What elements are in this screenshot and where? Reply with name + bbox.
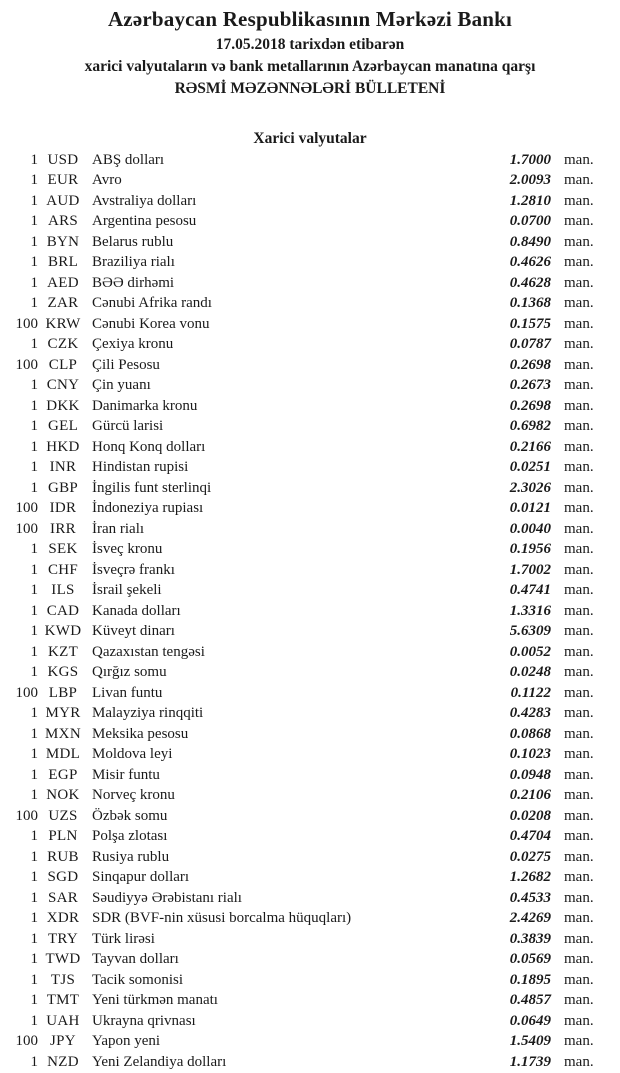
currency-name: Cənubi Afrika randı — [92, 295, 212, 312]
rate-quantity: 1 — [30, 397, 38, 414]
rate-value: 0.0251 — [509, 459, 551, 476]
currency-code: GEL — [47, 418, 79, 435]
unit-label: man. — [564, 746, 594, 763]
currency-name: İsrail şekeli — [92, 582, 162, 599]
rate-value: 0.0208 — [509, 807, 551, 824]
unit-label: man. — [564, 520, 594, 537]
currency-code: IDR — [49, 500, 77, 517]
currency-code: LBP — [48, 684, 78, 701]
rate-value: 0.0121 — [509, 500, 551, 517]
unit-label: man. — [564, 397, 594, 414]
rate-value: 0.0052 — [509, 643, 551, 660]
rate-value: 0.4704 — [509, 828, 551, 845]
currency-code: MXN — [45, 725, 81, 742]
currency-name: Çin yuanı — [92, 377, 151, 394]
rate-value: 1.3316 — [509, 602, 551, 619]
rate-row — [0, 519, 620, 540]
rate-value: 0.2698 — [509, 356, 551, 373]
rate-quantity: 1 — [30, 151, 38, 168]
unit-label: man. — [564, 274, 594, 291]
rate-quantity: 1 — [30, 295, 38, 312]
rate-quantity: 1 — [30, 766, 38, 783]
rate-row — [0, 355, 620, 376]
rate-row — [0, 991, 620, 1012]
currency-name: İndoneziya rupiası — [92, 500, 204, 517]
rate-row — [0, 888, 620, 909]
currency-name: Honq Konq dolları — [92, 438, 206, 455]
rate-quantity: 1 — [30, 377, 38, 394]
rate-row — [0, 929, 620, 950]
unit-label: man. — [564, 971, 594, 988]
rate-quantity: 1 — [30, 233, 38, 250]
rate-value: 0.4283 — [509, 705, 551, 722]
currency-name: Ukrayna qrivnası — [92, 1012, 196, 1029]
rate-row — [0, 232, 620, 253]
rate-quantity: 1 — [30, 336, 38, 353]
currency-name: İran rialı — [92, 520, 145, 537]
currency-code: INR — [49, 459, 77, 476]
currency-name: Malayziya rinqqiti — [92, 705, 204, 722]
unit-label: man. — [564, 664, 594, 681]
rate-quantity: 1 — [30, 479, 38, 496]
unit-label: man. — [564, 869, 594, 886]
rate-row — [0, 724, 620, 745]
rate-quantity: 1 — [30, 438, 38, 455]
rate-quantity: 1 — [30, 418, 38, 435]
rate-quantity: 1 — [30, 1053, 38, 1070]
currency-name: İsveçrə frankı — [92, 561, 175, 578]
currency-name: Argentina pesosu — [92, 213, 197, 230]
rate-row — [0, 335, 620, 356]
rate-value: 0.2698 — [509, 397, 551, 414]
currency-name: Gürcü larisi — [92, 418, 164, 435]
rate-value: 2.4269 — [509, 910, 551, 927]
currency-code: CAD — [46, 602, 80, 619]
unit-label: man. — [564, 848, 594, 865]
currency-code: SAR — [47, 889, 79, 906]
rate-quantity: 1 — [30, 561, 38, 578]
currency-name: Yeni türkmən manatı — [92, 992, 218, 1009]
currency-code: ARS — [47, 213, 79, 230]
rate-row — [0, 827, 620, 848]
rate-value: 0.0040 — [509, 520, 551, 537]
currency-code: CLP — [48, 356, 78, 373]
currency-code: TWD — [45, 951, 81, 968]
rate-value: 2.3026 — [509, 479, 551, 496]
rate-row — [0, 581, 620, 602]
rate-quantity: 1 — [30, 1012, 38, 1029]
rates-table — [0, 150, 620, 1073]
unit-label: man. — [564, 623, 594, 640]
rate-quantity: 1 — [30, 705, 38, 722]
rate-quantity: 1 — [30, 459, 38, 476]
rate-row — [0, 478, 620, 499]
unit-label: man. — [564, 500, 594, 517]
rate-quantity: 100 — [15, 807, 38, 824]
currency-code: UZS — [48, 807, 78, 824]
currency-name: Belarus rublu — [92, 233, 174, 250]
rate-row — [0, 909, 620, 930]
rate-value: 0.1895 — [509, 971, 551, 988]
rate-row — [0, 499, 620, 520]
currency-code: IRR — [50, 520, 76, 537]
bank-title: Azərbaycan Respublikasının Mərkəzi Bankı — [107, 7, 513, 31]
rate-row — [0, 970, 620, 991]
rate-row — [0, 1052, 620, 1073]
currency-name: Cənubi Korea vonu — [92, 315, 210, 332]
rate-quantity: 1 — [30, 643, 38, 660]
rate-value: 2.0093 — [509, 172, 551, 189]
currency-code: EGP — [48, 766, 78, 783]
rate-value: 0.0787 — [509, 336, 551, 353]
rate-value: 0.1023 — [509, 746, 551, 763]
unit-label: man. — [564, 910, 594, 927]
unit-label: man. — [564, 930, 594, 947]
rate-value: 0.2106 — [509, 787, 551, 804]
currency-name: BƏƏ dirhəmi — [92, 274, 175, 291]
rate-quantity: 1 — [30, 254, 38, 271]
rate-value: 0.8490 — [509, 233, 551, 250]
rate-row — [0, 540, 620, 561]
unit-label: man. — [564, 438, 594, 455]
currency-code: UAH — [46, 1012, 80, 1029]
currency-name: Çili Pesosu — [92, 356, 160, 373]
rate-value: 0.4533 — [509, 889, 551, 906]
rate-quantity: 1 — [30, 889, 38, 906]
currency-code: CNY — [46, 377, 80, 394]
currency-name: Tacik somonisi — [92, 971, 184, 988]
currency-code: CHF — [47, 561, 79, 578]
unit-label: man. — [564, 479, 594, 496]
currency-name: Türk lirəsi — [92, 930, 155, 947]
unit-label: man. — [564, 233, 594, 250]
rate-value: 0.0649 — [509, 1012, 551, 1029]
rate-row — [0, 1032, 620, 1053]
rate-value: 1.1739 — [509, 1053, 551, 1070]
unit-label: man. — [564, 541, 594, 558]
rate-quantity: 1 — [30, 971, 38, 988]
rate-row — [0, 253, 620, 274]
rate-row — [0, 191, 620, 212]
rate-value: 0.4628 — [509, 274, 551, 291]
currency-code: GBP — [47, 479, 79, 496]
unit-label: man. — [564, 561, 594, 578]
rate-row — [0, 396, 620, 417]
currency-code: MDL — [45, 746, 81, 763]
currency-name: Qırğız somu — [92, 664, 167, 681]
rate-row — [0, 704, 620, 725]
currency-name: Çexiya kronu — [92, 336, 174, 353]
rate-row — [0, 601, 620, 622]
currency-code: KGS — [47, 664, 79, 681]
currency-name: İsveç kronu — [92, 541, 163, 558]
rate-value: 0.0569 — [509, 951, 551, 968]
rate-row — [0, 212, 620, 233]
rate-row — [0, 376, 620, 397]
currency-name: Braziliya rialı — [92, 254, 175, 271]
currency-code: KRW — [45, 315, 81, 332]
unit-label: man. — [564, 356, 594, 373]
rate-quantity: 1 — [30, 910, 38, 927]
rate-value: 0.0700 — [509, 213, 551, 230]
unit-label: man. — [564, 1053, 594, 1070]
currency-name: Avro — [92, 172, 122, 189]
currency-name: İngilis funt sterlinqi — [92, 479, 212, 496]
rate-row — [0, 847, 620, 868]
rate-row — [0, 622, 620, 643]
unit-label: man. — [564, 766, 594, 783]
currency-name: Rusiya rublu — [92, 848, 170, 865]
rate-value: 1.7002 — [509, 561, 551, 578]
rate-row — [0, 150, 620, 171]
unit-label: man. — [564, 643, 594, 660]
currency-code: TMT — [46, 992, 80, 1009]
rate-quantity: 1 — [30, 930, 38, 947]
currency-code: HKD — [46, 438, 80, 455]
currency-code: KWD — [44, 623, 82, 640]
currency-name: Avstraliya dolları — [92, 192, 197, 209]
currency-name: Livan funtu — [92, 684, 163, 701]
rate-value: 0.1956 — [509, 541, 551, 558]
currency-name: Tayvan dolları — [92, 951, 179, 968]
unit-label: man. — [564, 377, 594, 394]
unit-label: man. — [564, 684, 594, 701]
currency-name: Meksika pesosu — [92, 725, 189, 742]
rate-row — [0, 314, 620, 335]
currency-code: MYR — [45, 705, 81, 722]
currency-code: AED — [47, 274, 79, 291]
rate-value: 0.0868 — [509, 725, 551, 742]
rate-quantity: 1 — [30, 582, 38, 599]
unit-label: man. — [564, 807, 594, 824]
unit-label: man. — [564, 889, 594, 906]
currency-code: PLN — [48, 828, 78, 845]
unit-label: man. — [564, 418, 594, 435]
currency-code: XDR — [46, 910, 80, 927]
rate-quantity: 100 — [15, 520, 38, 537]
rate-value: 0.1122 — [510, 684, 551, 701]
currency-name: Danimarka kronu — [92, 397, 198, 414]
rate-value: 0.4741 — [509, 582, 551, 599]
rate-value: 0.4626 — [509, 254, 551, 271]
section-title: Xarici valyutalar — [253, 130, 367, 147]
currency-name: Qazaxıstan tengəsi — [92, 643, 205, 660]
rate-quantity: 1 — [30, 602, 38, 619]
unit-label: man. — [564, 459, 594, 476]
currency-code: BRL — [47, 254, 79, 271]
unit-label: man. — [564, 336, 594, 353]
rate-value: 0.6982 — [509, 418, 551, 435]
currency-name: Polşa zlotası — [92, 828, 168, 845]
unit-label: man. — [564, 172, 594, 189]
unit-label: man. — [564, 213, 594, 230]
rate-row — [0, 950, 620, 971]
currency-name: Səudiyyə Ərəbistanı rialı — [92, 889, 242, 906]
rate-quantity: 1 — [30, 725, 38, 742]
currency-code: ILS — [51, 582, 75, 599]
rate-value: 0.2166 — [509, 438, 551, 455]
rate-value: 5.6309 — [509, 623, 551, 640]
rate-value: 1.2682 — [509, 869, 551, 886]
rate-row — [0, 745, 620, 766]
rate-quantity: 1 — [30, 869, 38, 886]
currency-code: ZAR — [47, 295, 79, 312]
rate-value: 1.7000 — [509, 151, 551, 168]
currency-name: Yapon yeni — [92, 1033, 161, 1050]
rate-row — [0, 642, 620, 663]
rate-row — [0, 171, 620, 192]
rate-value: 0.0248 — [509, 664, 551, 681]
rate-row — [0, 806, 620, 827]
currency-code: JPY — [50, 1033, 76, 1050]
currency-code: TJS — [50, 971, 76, 988]
rate-row — [0, 786, 620, 807]
rate-quantity: 1 — [30, 992, 38, 1009]
rate-quantity: 1 — [30, 274, 38, 291]
rate-value: 0.1575 — [509, 315, 551, 332]
bulletin-header — [0, 5, 620, 100]
currency-name: Norveç kronu — [92, 787, 175, 804]
currency-code: NOK — [46, 787, 80, 804]
currency-code: TRY — [47, 930, 79, 947]
rate-quantity: 100 — [15, 1033, 38, 1050]
unit-label: man. — [564, 1012, 594, 1029]
rate-row — [0, 765, 620, 786]
rate-value: 0.3839 — [509, 930, 551, 947]
currency-name: Moldova leyi — [92, 746, 173, 763]
unit-label: man. — [564, 828, 594, 845]
currency-name: Misir funtu — [92, 766, 160, 783]
rate-value: 1.2810 — [509, 192, 551, 209]
currency-code: DKK — [46, 397, 80, 414]
rate-quantity: 1 — [30, 664, 38, 681]
rate-row — [0, 1011, 620, 1032]
rate-quantity: 1 — [30, 172, 38, 189]
currency-code: AUD — [46, 192, 80, 209]
rate-quantity: 1 — [30, 848, 38, 865]
rate-value: 0.0948 — [509, 766, 551, 783]
rate-quantity: 100 — [15, 684, 38, 701]
unit-label: man. — [564, 787, 594, 804]
rate-value: 1.5409 — [509, 1033, 551, 1050]
currency-code: EUR — [47, 172, 79, 189]
effective-date-line: 17.05.2018 tarixdən etibarən — [215, 36, 405, 53]
currency-name: Özbək somu — [92, 807, 168, 824]
rate-quantity: 100 — [15, 356, 38, 373]
unit-label: man. — [564, 295, 594, 312]
rate-row — [0, 458, 620, 479]
currency-name: Hindistan rupisi — [92, 459, 189, 476]
rate-quantity: 100 — [15, 500, 38, 517]
rate-value: 0.0275 — [509, 848, 551, 865]
rate-value: 0.1368 — [509, 295, 551, 312]
currency-code: BYN — [46, 233, 80, 250]
unit-label: man. — [564, 315, 594, 332]
rate-row — [0, 560, 620, 581]
currency-code: SEK — [48, 541, 78, 558]
rate-row — [0, 437, 620, 458]
unit-label: man. — [564, 992, 594, 1009]
rate-quantity: 1 — [30, 787, 38, 804]
currency-name: Yeni Zelandiya dolları — [92, 1053, 227, 1070]
unit-label: man. — [564, 192, 594, 209]
rate-quantity: 1 — [30, 213, 38, 230]
rate-quantity: 1 — [30, 192, 38, 209]
rate-value: 0.2673 — [509, 377, 551, 394]
rate-value: 0.4857 — [509, 992, 551, 1009]
currency-name: Küveyt dinarı — [92, 623, 175, 640]
rate-row — [0, 294, 620, 315]
rate-row — [0, 868, 620, 889]
unit-label: man. — [564, 254, 594, 271]
bulletin-title: RƏSMİ MƏZƏNNƏLƏRİ BÜLLETENİ — [174, 80, 446, 97]
rate-quantity: 1 — [30, 541, 38, 558]
unit-label: man. — [564, 582, 594, 599]
currency-name: Kanada dolları — [92, 602, 181, 619]
rate-quantity: 1 — [30, 828, 38, 845]
unit-label: man. — [564, 1033, 594, 1050]
currency-code: USD — [47, 151, 79, 168]
currency-name: ABŞ dolları — [92, 151, 165, 168]
currency-code: RUB — [47, 848, 79, 865]
rate-row — [0, 683, 620, 704]
rate-row — [0, 417, 620, 438]
currency-name: SDR (BVF-nin xüsusi borcalma hüquqları) — [92, 910, 352, 927]
rate-row — [0, 273, 620, 294]
rate-quantity: 1 — [30, 746, 38, 763]
rate-quantity: 100 — [15, 315, 38, 332]
unit-label: man. — [564, 705, 594, 722]
rate-quantity: 1 — [30, 623, 38, 640]
currency-code: KZT — [47, 643, 79, 660]
currency-name: Sinqapur dolları — [92, 869, 190, 886]
unit-label: man. — [564, 951, 594, 968]
unit-label: man. — [564, 602, 594, 619]
unit-label: man. — [564, 151, 594, 168]
currency-code: SGD — [47, 869, 79, 886]
unit-label: man. — [564, 725, 594, 742]
currency-code: CZK — [47, 336, 79, 353]
rate-quantity: 1 — [30, 951, 38, 968]
subject-line: xarici valyutaların və bank metallarının Azərbaycan manatına qarşı — [84, 58, 536, 75]
rate-row — [0, 663, 620, 684]
currency-code: NZD — [47, 1053, 79, 1070]
